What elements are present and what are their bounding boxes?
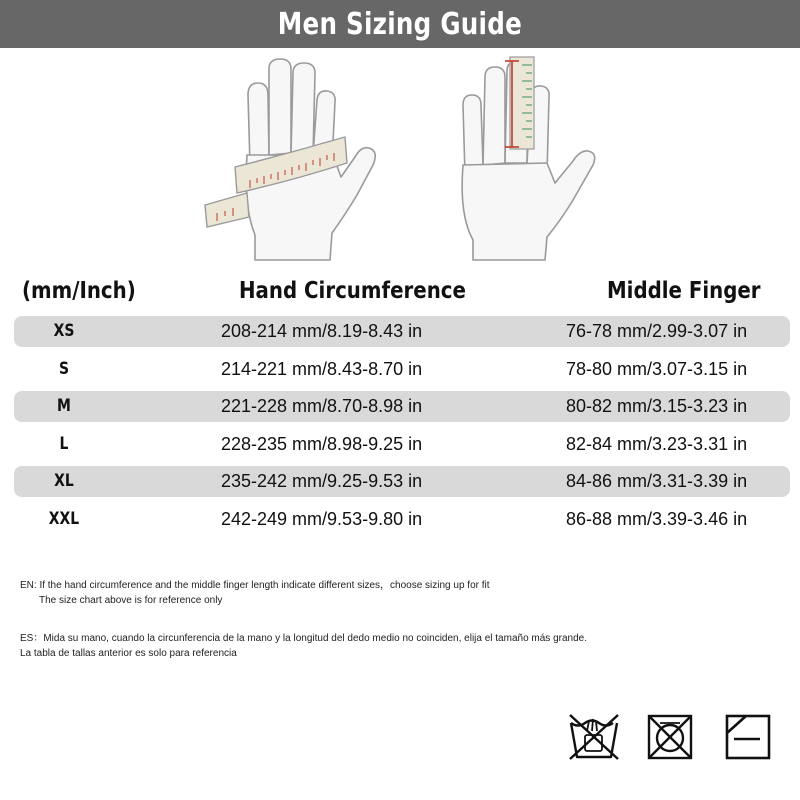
circumference-value: 228-235 mm/8.98-9.25 in <box>221 433 423 454</box>
english-note <box>20 578 490 608</box>
finger-value: 78-80 mm/3.07-3.15 in <box>566 358 748 379</box>
size-label: XL <box>54 471 74 492</box>
circumference-value: 235-242 mm/9.25-9.53 in <box>221 471 423 492</box>
table-row <box>14 391 790 422</box>
size-label: S <box>58 358 70 379</box>
do-not-wash-icon <box>568 713 620 761</box>
finger-value: 86-88 mm/3.39-3.46 in <box>566 508 748 529</box>
table-row <box>14 316 790 347</box>
spanish-note-line-2: La tabla de tallas anterior es solo para referencia <box>20 648 237 659</box>
circumference-value: 214-221 mm/8.43-8.70 in <box>221 358 423 379</box>
finger-value: 76-78 mm/2.99-3.07 in <box>566 321 748 341</box>
circumference-value: 221-228 mm/8.70-8.98 in <box>221 396 423 417</box>
size-table <box>14 316 790 542</box>
circumference-column-header: Hand Circumference <box>239 278 466 304</box>
finger-column-header: Middle Finger <box>607 278 761 304</box>
hand-circumference-measure-icon <box>195 55 385 265</box>
table-row <box>14 429 790 460</box>
size-label: L <box>59 433 69 454</box>
spanish-note <box>20 631 587 661</box>
header-bar <box>0 0 800 48</box>
table-row <box>14 354 790 385</box>
line-dry-in-shade-icon <box>724 713 772 761</box>
spanish-note-line-1: ES：Mida su mano, cuando la circunferencia de la mano y la longitud del dedo medio no coinciden, elija el tamaño más grande. <box>20 633 588 644</box>
english-note-line-1: EN: If the hand circumference and the middle finger length indicate different sizes，choose sizing up for fit <box>20 580 490 591</box>
unit-column-header: (mm/Inch) <box>22 278 136 304</box>
do-not-tumble-dry-icon <box>646 713 694 761</box>
circumference-value: 208-214 mm/8.19-8.43 in <box>221 321 423 341</box>
table-row <box>14 466 790 497</box>
size-label: XS <box>53 321 75 341</box>
size-label: M <box>57 396 71 417</box>
size-label: XXL <box>48 508 80 529</box>
english-note-line-2: The size chart above is for reference only <box>39 595 223 606</box>
finger-value: 84-86 mm/3.31-3.39 in <box>566 471 748 492</box>
table-row <box>14 504 790 535</box>
page-title: Men Sizing Guide <box>277 6 523 42</box>
finger-value: 80-82 mm/3.15-3.23 in <box>566 396 748 417</box>
middle-finger-measure-icon <box>455 55 605 265</box>
finger-value: 82-84 mm/3.23-3.31 in <box>566 433 748 454</box>
circumference-value: 242-249 mm/9.53-9.80 in <box>221 508 423 529</box>
